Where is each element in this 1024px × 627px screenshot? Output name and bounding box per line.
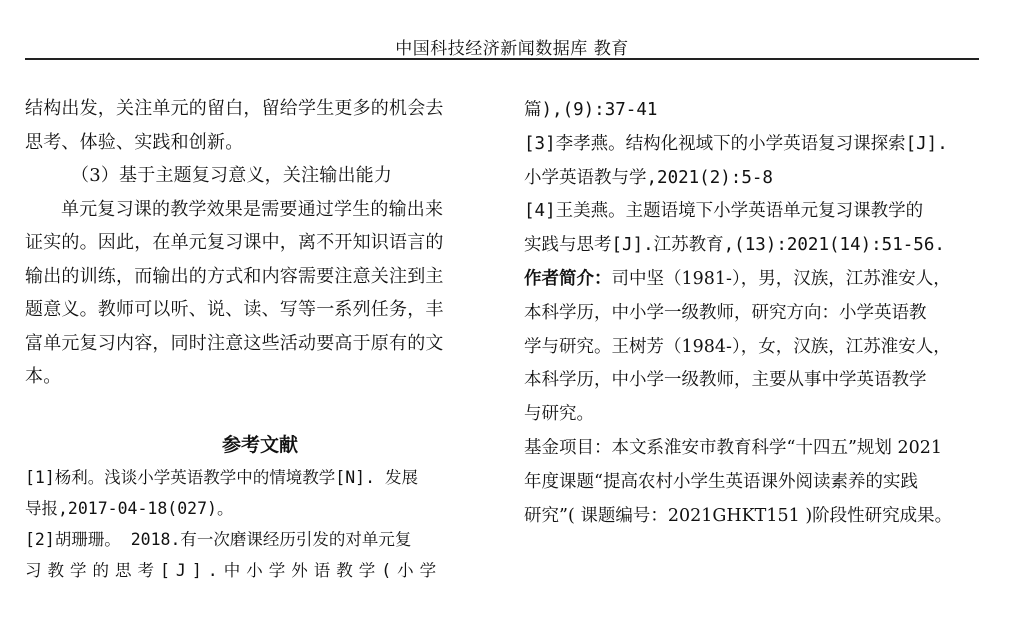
running-header: 中国科技经济新闻数据库 教育 <box>395 39 629 59</box>
reference-line: 导报,2017-04-18(027)。 <box>25 498 234 518</box>
reference-line: [3]李孝燕。结构化视域下的小学英语复习课探索[J]. <box>524 133 948 154</box>
body-text-line: 输出的训练，而输出的方式和内容需要注意关注到主 <box>25 265 444 287</box>
body-text-line: 富单元复习内容，同时注意这些活动要高于原有的文 <box>25 332 444 354</box>
body-text-line: 单元复习课的教学效果是需要通过学生的输出来 <box>61 198 444 220</box>
references-heading: 参考文献 <box>221 433 298 456</box>
reference-line: [1]杨利。浅谈小学英语教学中的情境教学[N]. 发展 <box>25 467 418 487</box>
body-text-line: 思考、体验、实践和创新。 <box>25 131 244 153</box>
body-text-line: 题意义。教师可以听、说、读、写等一系列任务，丰 <box>25 299 444 320</box>
body-text-line: 结构出发，关注单元的留白，留给学生更多的机会去 <box>25 98 444 119</box>
reference-line: 习教学的思考[J].中小学外语教学(小学 <box>25 560 443 580</box>
reference-line: 篇),(9):37-41 <box>524 100 658 120</box>
body-text-line: 证实的。因此，在单元复习课中，离不开知识语言的 <box>25 232 444 253</box>
author-intro-text: 司中坚（1981-），男，汉族，江苏淮安人， <box>611 268 951 289</box>
author-intro-line: 与研究。 <box>524 404 594 425</box>
author-intro-line: 学与研究。王树芳（1984-），女，汉族，江苏淮安人， <box>524 336 951 357</box>
fund-line: 年度课题“提高农村小学生英语课外阅读素养的实践 <box>524 471 918 492</box>
reference-line: 实践与思考[J].江苏教育,(13):2021(14):51-56. <box>524 235 945 256</box>
author-intro-label: 作者简介： <box>524 268 612 289</box>
author-intro-line <box>524 263 984 297</box>
author-intro-line: 本科学历，中小学一级教师，主要从事中学英语教学 <box>524 370 927 391</box>
body-text-line: 本。 <box>25 366 62 387</box>
reference-line: [2]胡珊珊。 2018.有一次磨课经历引发的对单元复 <box>25 529 412 549</box>
right-column <box>524 94 984 533</box>
author-intro-line: 本科学历，中小学一级教师，研究方向：小学英语教 <box>524 302 927 323</box>
fund-line: 基金项目：本文系淮安市教育科学“十四五”规划 2021 <box>524 437 942 458</box>
reference-line: 小学英语教与学,2021(2):5-8 <box>524 167 773 188</box>
section-subheading: （3）基于主题复习意义，关注输出能力 <box>71 165 393 186</box>
reference-line: [4]王美燕。主题语境下小学英语单元复习课教学的 <box>524 201 924 222</box>
header-divider <box>25 58 979 60</box>
left-column <box>25 92 485 586</box>
fund-line: 研究”( 课题编号：2021GHKT151 )阶段性研究成果。 <box>524 505 953 526</box>
